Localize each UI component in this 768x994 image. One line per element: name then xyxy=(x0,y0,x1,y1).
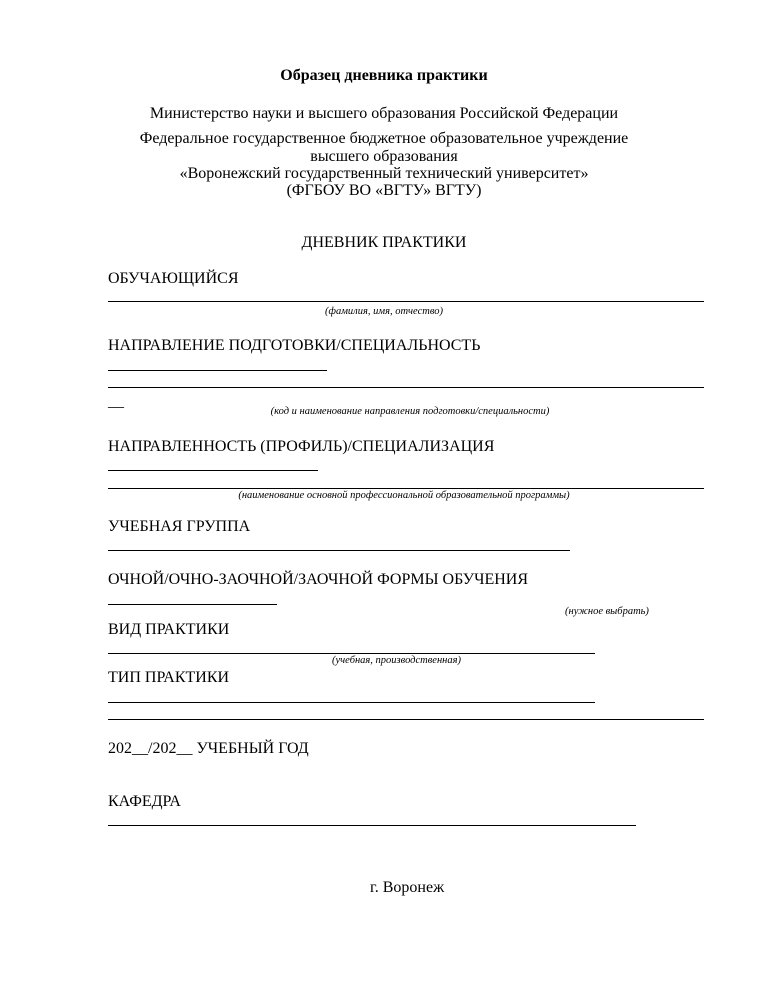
institution-line-2: высшего образования xyxy=(310,148,458,165)
practice-type-underline-full xyxy=(108,719,704,720)
ministry-name: Министерство науки и высшего образования Российской Федерации xyxy=(149,105,619,122)
direction-label: НАПРАВЛЕНИЕ ПОДГОТОВКИ/СПЕЦИАЛЬНОСТЬ xyxy=(108,337,481,354)
student-underline xyxy=(108,301,704,302)
document-title: ДНЕВНИК ПРАКТИКИ xyxy=(301,234,467,251)
practice-kind-hint: (учебная, производственная) xyxy=(332,655,462,666)
profile-underline-short xyxy=(108,470,318,471)
practice-kind-label: ВИД ПРАКТИКИ xyxy=(108,621,230,638)
academic-year-label: 202__/202__ УЧЕБНЫЙ ГОД xyxy=(108,740,309,757)
direction-underline-short xyxy=(108,370,327,371)
profile-hint: (наименование основной профессиональной образовательной программы) xyxy=(238,490,570,501)
practice-kind-underline xyxy=(108,653,595,654)
profile-underline-full xyxy=(108,488,704,489)
university-abbr: (ФГБОУ ВО «ВГТУ» ВГТУ) xyxy=(286,182,482,199)
study-form-underline xyxy=(108,604,277,605)
department-label: КАФЕДРА xyxy=(108,793,181,810)
institution-line-1: Федеральное государственное бюджетное образовательное учреждение xyxy=(139,130,629,147)
practice-type-label: ТИП ПРАКТИКИ xyxy=(108,669,230,686)
group-label: УЧЕБНАЯ ГРУППА xyxy=(108,518,251,535)
profile-label: НАПРАВЛЕННОСТЬ (ПРОФИЛЬ)/СПЕЦИАЛИЗАЦИЯ xyxy=(108,438,495,455)
direction-continuation: __ xyxy=(108,393,124,410)
city-name: г. Воронеж xyxy=(370,879,445,896)
student-label: ОБУЧАЮЩИЙСЯ xyxy=(108,270,239,287)
group-underline xyxy=(108,550,570,551)
study-form-hint: (нужное выбрать) xyxy=(565,606,649,617)
university-name: «Воронежский государственный технический университет» xyxy=(179,165,589,182)
page-title: Образец дневника практики xyxy=(280,67,488,84)
practice-type-underline-short xyxy=(108,702,595,703)
student-hint: (фамилия, имя, отчество) xyxy=(325,306,443,317)
study-form-label: ОЧНОЙ/ОЧНО-ЗАОЧНОЙ/ЗАОЧНОЙ ФОРМЫ ОБУЧЕНИЯ xyxy=(108,571,529,588)
department-underline xyxy=(108,825,636,826)
direction-underline-full xyxy=(108,387,704,388)
direction-hint: (код и наименование направления подготовки/специальности) xyxy=(270,406,550,417)
